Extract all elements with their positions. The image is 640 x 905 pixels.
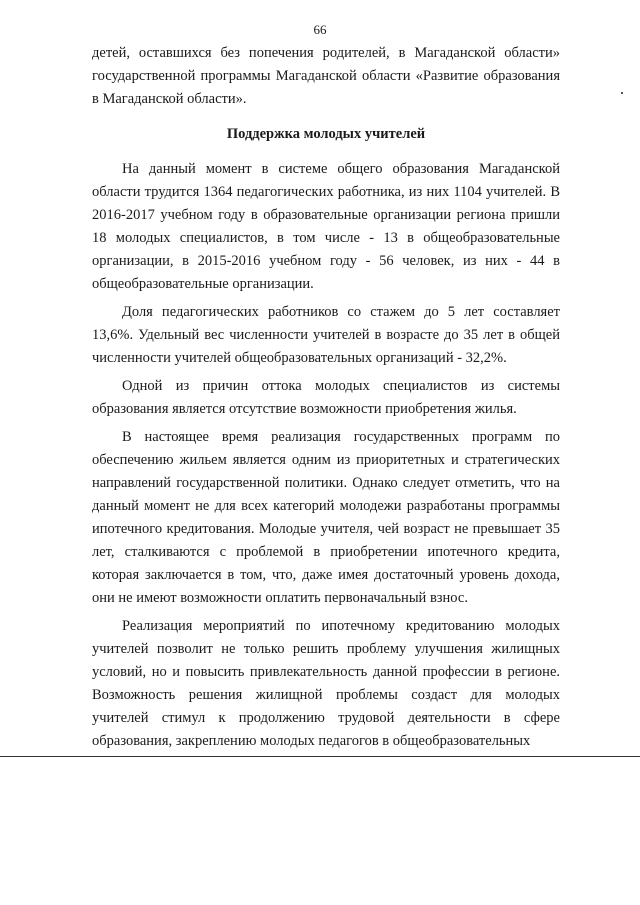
body-paragraph-2: Доля педагогических работников со стажем до 5 лет составляет 13,6%. Удельный вес численности учителей в возрасте до 35 лет в общей численности учителей общеобразовательных организаций - 32,2%.	[92, 304, 560, 366]
document-body	[92, 42, 560, 758]
body-paragraph-4: В настоящее время реализация государственных программ по обеспечению жильем является одним из приоритетных и стратегических направлений государственной политики. Однако следует отметить, что на данный момент не для всех категорий молодежи разработаны программы ипотечного кредитования. Молодые учителя, чей возраст не превышает 35 лет, сталкиваются с проблемой в приобретении ипотечного кредита, которая заключается в том, что, даже имея достаточный уровень дохода, они не имеют возможности оплатить первоначальный взнос.	[92, 429, 560, 606]
body-paragraph-3: Одной из причин оттока молодых специалистов из системы образования является отсутствие возможности приобретения жилья.	[92, 378, 560, 417]
section-title: Поддержка молодых учителей	[226, 126, 426, 142]
scan-speck	[621, 92, 623, 94]
page-number: 66	[313, 22, 327, 37]
intro-paragraph: детей, оставшихся без попечения родителей, в Магаданской области» государственной программы Магаданской области «Развитие образования в Магаданской области».	[92, 45, 560, 107]
body-paragraph-1: На данный момент в системе общего образования Магаданской области трудится 1364 педагогических работника, из них 1104 учителей. В 2016-2017 учебном году в образовательные организации региона пришли 18 молодых специалистов, в том числе - 13 в общеобразовательные организации, в 2015-2016 учебном году - 56 человек, из них - 44 в общеобразовательные организации.	[92, 161, 560, 292]
body-paragraph-5: Реализация мероприятий по ипотечному кредитованию молодых учителей позволит не только решить проблему улучшения жилищных условий, но и повысить привлекательность данной профессии в регионе. Возможность решения жилищной проблемы создаст для молодых учителей стимул к продолжению трудовой деятельности в сфере образования, закреплению молодых педагогов в общеобразовательных	[92, 618, 560, 749]
footer-divider	[0, 756, 640, 757]
